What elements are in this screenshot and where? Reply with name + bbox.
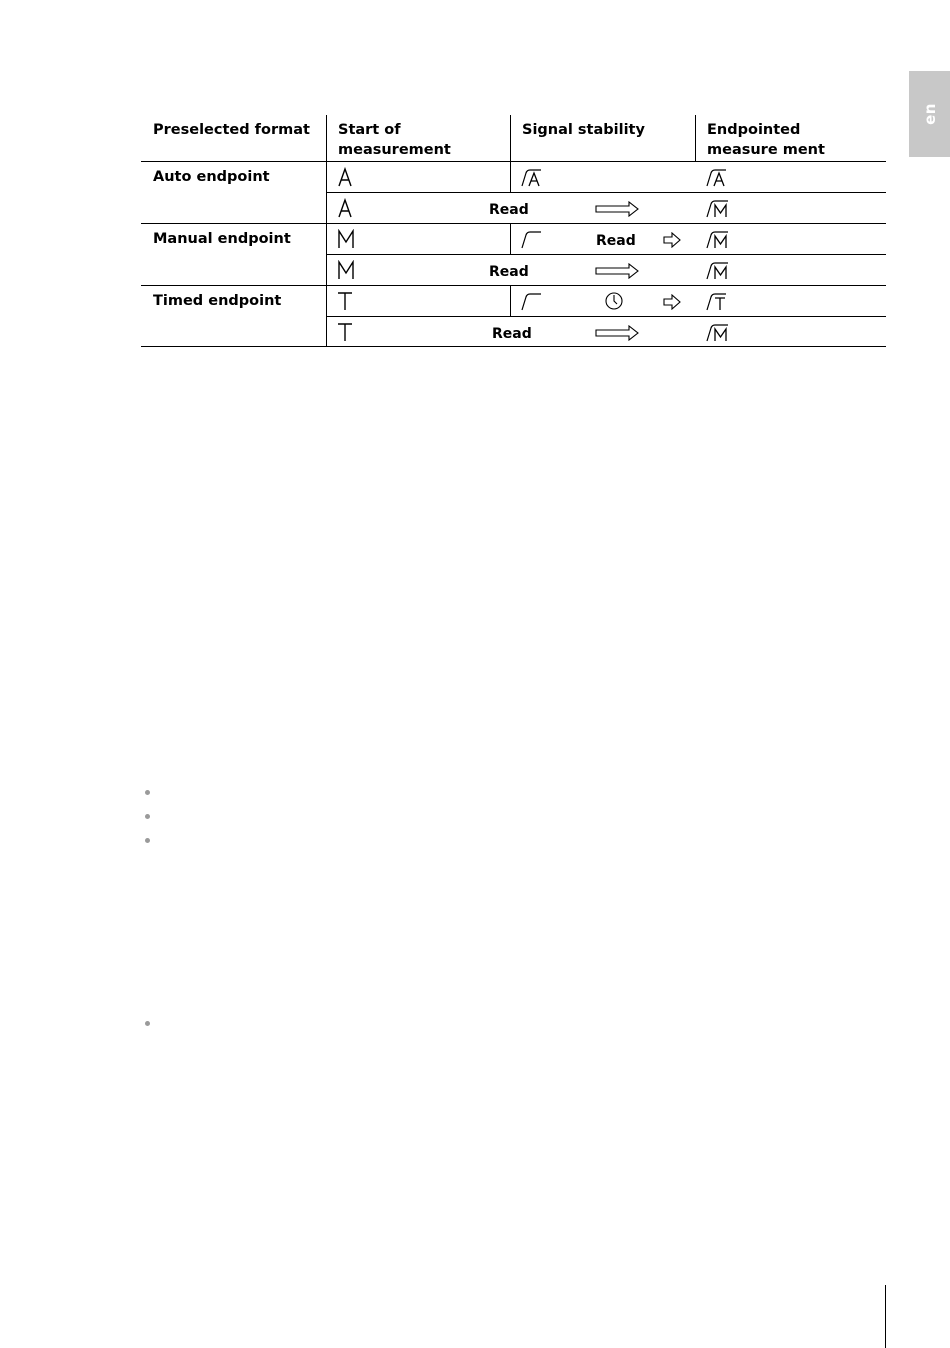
auto-a-icon [337, 198, 353, 218]
endpoint-manual-icon [706, 198, 730, 218]
timed-t-icon [337, 322, 353, 342]
list-bullet [145, 838, 150, 843]
table-rule [510, 161, 511, 192]
language-tab [909, 71, 950, 157]
stable-auto-icon [521, 167, 543, 187]
row-label-auto-endpoint: Auto endpoint [153, 169, 270, 185]
endpoint-format-table [141, 115, 886, 347]
endpoint-manual-icon [706, 229, 730, 249]
header-endpointed-measurement: Endpointed measure ment [707, 122, 825, 158]
row-label-timed-endpoint: Timed endpoint [153, 293, 282, 309]
table-rule [326, 254, 886, 255]
header-start-of-measurement: Start of measurement [338, 122, 451, 158]
read-key-label: Read [489, 264, 529, 280]
auto-a-icon [337, 167, 353, 187]
table-rule [510, 223, 511, 254]
endpoint-timed-icon [706, 291, 728, 311]
short-arrow-icon [663, 232, 681, 248]
long-arrow-icon [595, 201, 639, 217]
read-key-label: Read [489, 202, 529, 218]
list-bullet [145, 814, 150, 819]
endpoint-manual-icon [706, 260, 730, 280]
read-key-label: Read [596, 233, 636, 249]
manual-m-icon [337, 260, 355, 280]
language-tab-label: en [920, 103, 939, 125]
table-rule [141, 346, 886, 347]
header-signal-stability: Signal stability [522, 122, 645, 138]
timed-t-icon [337, 291, 353, 311]
read-key-label: Read [492, 326, 532, 342]
table-rule [326, 192, 886, 193]
stability-curve-icon [521, 229, 543, 249]
header-preselected-format: Preselected format [153, 122, 310, 138]
page-margin-rule [885, 1285, 886, 1348]
table-rule [141, 223, 886, 224]
long-arrow-icon [595, 263, 639, 279]
table-rule [326, 316, 886, 317]
long-arrow-icon [595, 325, 639, 341]
stability-curve-icon [521, 291, 543, 311]
endpoint-auto-icon [706, 167, 728, 187]
table-rule [510, 285, 511, 316]
manual-m-icon [337, 229, 355, 249]
row-label-manual-endpoint: Manual endpoint [153, 231, 291, 247]
clock-icon [604, 291, 624, 311]
table-rule [141, 161, 886, 162]
list-bullet [145, 790, 150, 795]
table-rule [141, 285, 886, 286]
list-bullet [145, 1021, 150, 1026]
short-arrow-icon [663, 294, 681, 310]
endpoint-manual-icon [706, 322, 730, 342]
